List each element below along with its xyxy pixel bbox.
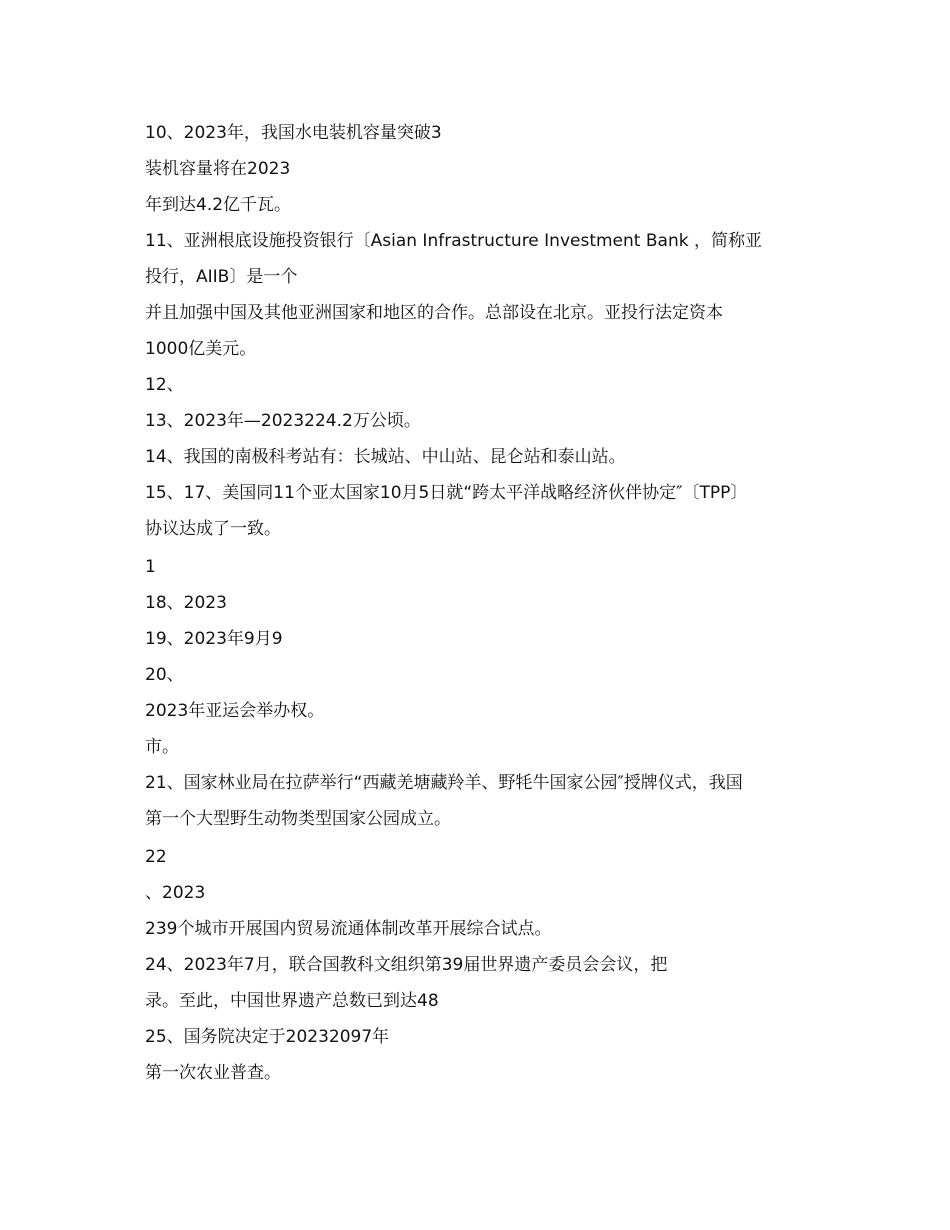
text-line: 协议达成了一致。	[145, 519, 281, 539]
text-line: 239个城市开展国内贸易流通体制改革开展综合试点。	[145, 919, 552, 939]
text-line: 12、	[145, 375, 184, 395]
text-line: 市。	[145, 737, 179, 757]
text-line: 21、国家林业局在拉萨举行“西藏羌塘藏羚羊、野牦牛国家公园″授牌仪式，我国	[145, 773, 743, 793]
text-line: 投行，AIIB〕是一个	[145, 267, 298, 287]
text-line: 1	[145, 557, 156, 577]
text-line: 装机容量将在2023	[145, 159, 291, 179]
text-line: 第一个大型野生动物类型国家公园成立。	[145, 809, 451, 829]
text-line: 年到达4.2亿千瓦。	[145, 195, 292, 215]
text-line: 15、17、美国同11个亚太国家10月5日就“跨太平洋战略经济伙伴协定″〔TPP〕	[145, 483, 748, 503]
text-line: 22	[145, 847, 167, 867]
text-line: 25、国务院决定于20232097年	[145, 1027, 390, 1047]
text-line: 20、	[145, 665, 184, 685]
text-line: 2023年亚运会举办权。	[145, 701, 325, 721]
text-line: 第一次农业普查。	[145, 1063, 281, 1083]
text-line: 19、2023年9月9	[145, 629, 283, 649]
text-line: 1000亿美元。	[145, 339, 257, 359]
text-line: 录。至此，中国世界遗产总数已到达48	[145, 991, 439, 1011]
text-line: 、2023	[145, 883, 206, 903]
text-line: 18、2023	[145, 593, 227, 613]
text-line: 24、2023年7月，联合国教科文组织第39届世界遗产委员会会议，把	[145, 955, 668, 975]
text-line: 11、亚洲根底设施投资银行〔Asian Infrastructure Investment Bank ，简称亚	[145, 231, 762, 251]
text-line: 13、2023年—2023224.2万公顷。	[145, 411, 421, 431]
text-line: 并且加强中国及其他亚洲国家和地区的合作。总部设在北京。亚投行法定资本	[145, 303, 723, 323]
text-line: 10、2023年，我国水电装机容量突破3	[145, 123, 442, 143]
text-line: 14、我国的南极科考站有：长城站、中山站、昆仑站和泰山站。	[145, 447, 626, 467]
